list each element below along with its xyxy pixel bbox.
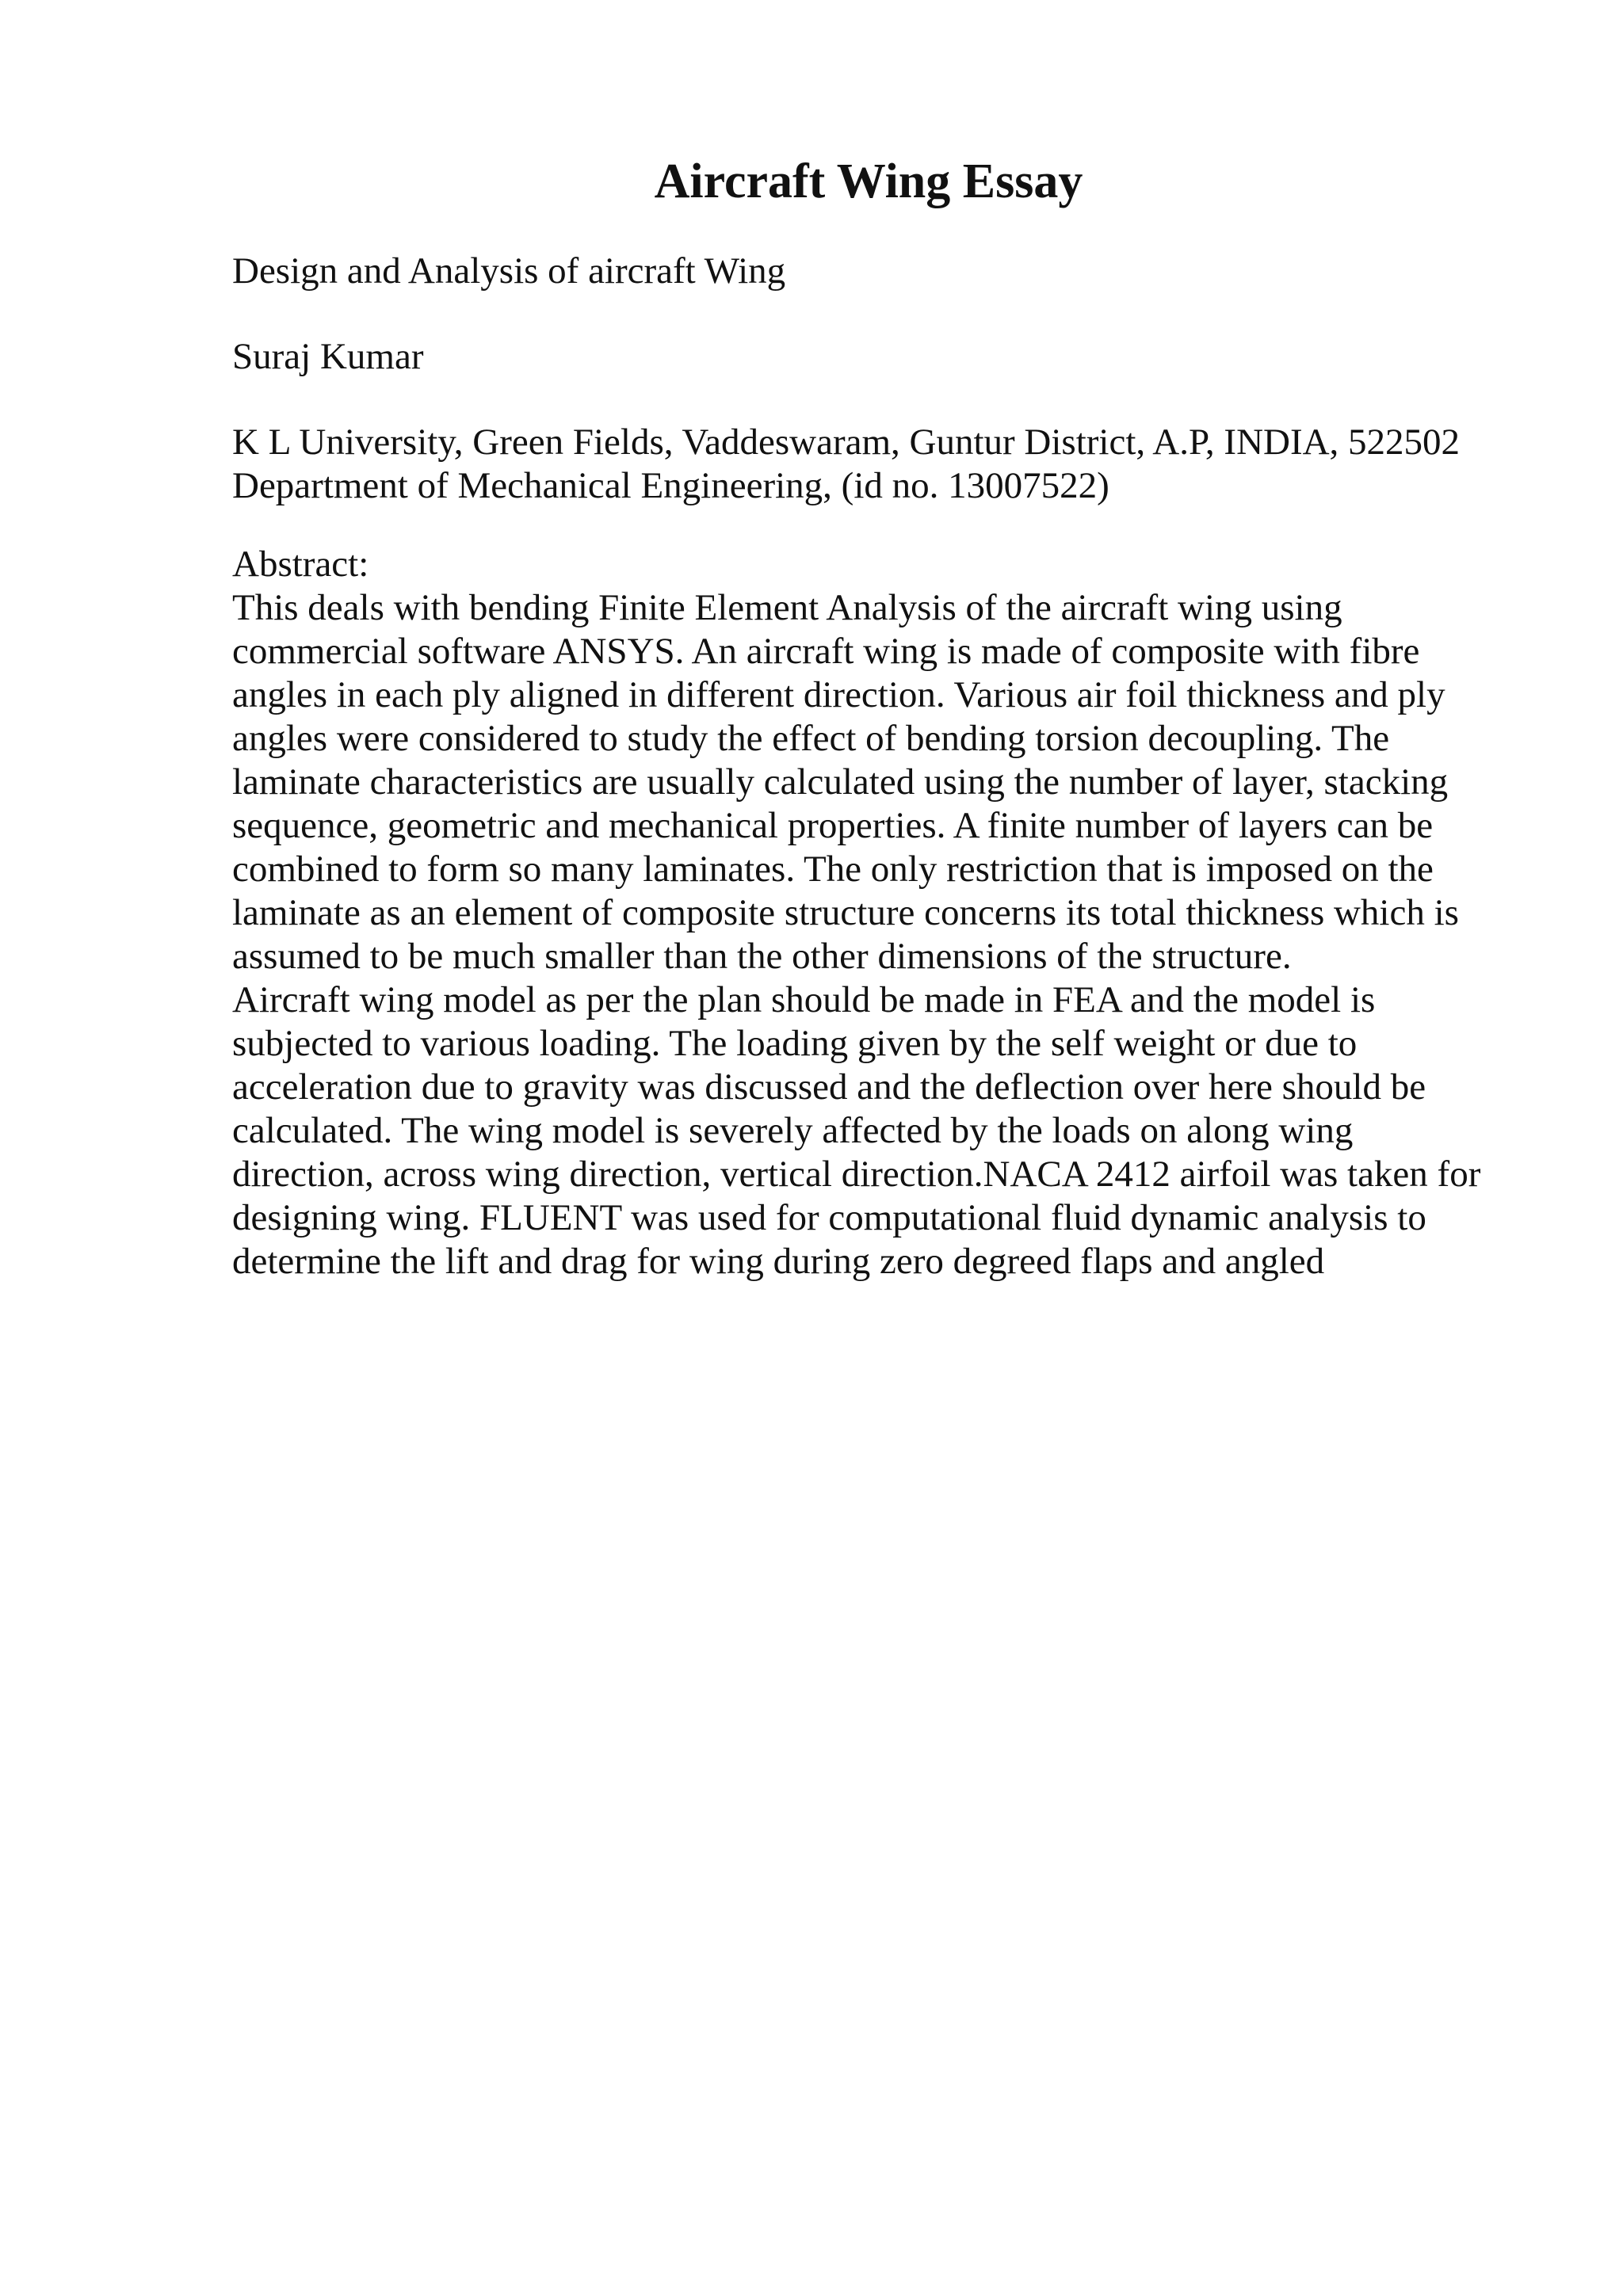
abstract-section (232, 543, 1484, 1283)
abstract-heading: Abstract: (232, 543, 369, 585)
abstract-line: This deals with bending Finite Element Analysis of the aircraft wing using (232, 587, 1342, 628)
abstract-line: angles in each ply aligned in different direction. Various air foil thickness and ply (232, 674, 1445, 715)
abstract-line: laminate as an element of composite structure concerns its total thickness which is (232, 892, 1459, 933)
abstract-line: angles were considered to study the effect of bending torsion decoupling. The (232, 718, 1390, 759)
abstract-line: laminate characteristics are usually calculated using the number of layer, stacking (232, 761, 1449, 803)
abstract-line: combined to form so many laminates. The only restriction that is imposed on the (232, 849, 1434, 890)
author-name: Suraj Kumar (232, 336, 424, 377)
abstract-line: acceleration due to gravity was discussed and the deflection over here should be (232, 1066, 1426, 1108)
abstract-line: sequence, geometric and mechanical properties. A finite number of layers can be (232, 805, 1434, 846)
abstract-line: Aircraft wing model as per the plan should be made in FEA and the model is (232, 979, 1376, 1020)
document-title: Aircraft Wing Essay (654, 154, 1083, 208)
abstract-line: assumed to be much smaller than the other dimensions of the structure. (232, 936, 1292, 977)
abstract-line: calculated. The wing model is severely affected by the loads on along wing (232, 1110, 1354, 1151)
affiliation-line-1: K L University, Green Fields, Vaddeswaram, Guntur District, A.P, INDIA, 522502 (232, 421, 1461, 463)
abstract-line: direction, across wing direction, vertical direction.NACA 2412 airfoil was taken for (232, 1154, 1481, 1195)
abstract-line: commercial software ANSYS. An aircraft wing is made of composite with fibre (232, 631, 1420, 672)
document-subtitle: Design and Analysis of aircraft Wing (232, 250, 786, 292)
abstract-line: subjected to various loading. The loading given by the self weight or due to (232, 1023, 1358, 1064)
abstract-line: determine the lift and drag for wing during zero degreed flaps and angled (232, 1241, 1325, 1282)
abstract-line: designing wing. FLUENT was used for computational fluid dynamic analysis to (232, 1197, 1426, 1238)
affiliation-line-2: Department of Mechanical Engineering, (id no. 13007522) (232, 465, 1109, 506)
